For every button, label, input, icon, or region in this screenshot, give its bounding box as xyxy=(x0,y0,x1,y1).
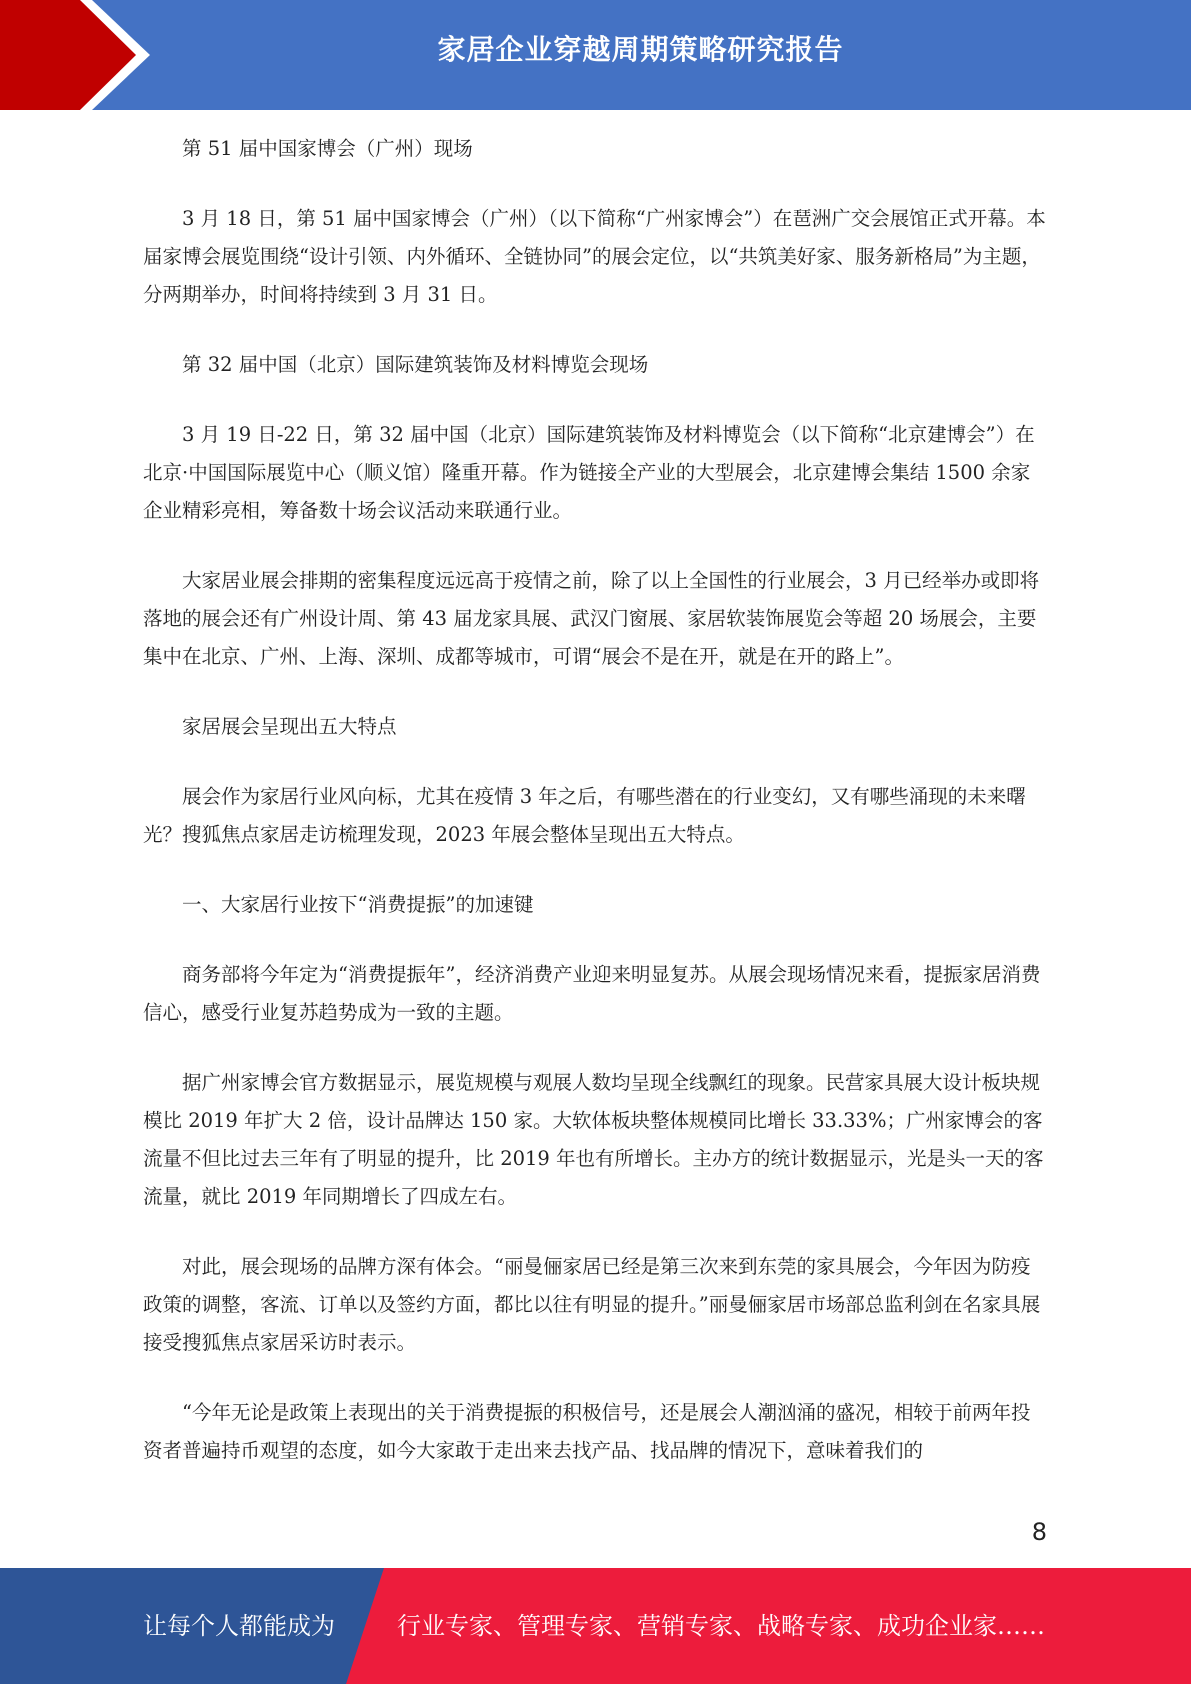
section-heading: 第 32 届中国（北京）国际建筑装饰及材料博览会现场 xyxy=(182,353,649,376)
page-number: 8 xyxy=(1031,1518,1047,1546)
paragraph: 大家居业展会排期的密集程度远远高于疫情之前，除了以上全国性的行业展会，3 月已经举办或即将落地的展会还有广州设计周、第 43 届龙家具展、武汉门窗展、家居软装饰展览会等超 20 场展会，主要集中在北京、广州、上海、深圳、成都等城市，可谓“展会不是在开，就是在开的路上”。 xyxy=(143,569,1040,668)
page-footer xyxy=(0,1568,1191,1684)
report-title: 家居企业穿越周期策略研究报告 xyxy=(437,33,844,66)
paragraph: 据广州家博会官方数据显示，展览规模与观展人数均呈现全线飘红的现象。民营家具展大设计板块规模比 2019 年扩大 2 倍，设计品牌达 150 家。大软体板块整体规模同比增长 33.33%；广州家博会的客流量不但比过去三年有了明显的提升，比 2019 年也有所增长。主办方的统计数据显示，光是头一天的客流量，就比 2019 年同期增长了四成左右。 xyxy=(143,1071,1044,1208)
paragraph: 3 月 18 日，第 51 届中国家博会（广州）（以下简称“广州家博会”）在琶洲广交会展馆正式开幕。本届家博会展览围绕“设计引领、内外循环、全链协同”的展会定位，以“共筑美好家、服务新格局”为主题，分两期举办，时间将持续到 3 月 31 日。 xyxy=(143,207,1046,306)
footer-slogan-right: 行业专家、管理专家、营销专家、战略专家、成功企业家…… xyxy=(397,1612,1045,1640)
paragraph: 3 月 19 日-22 日，第 32 届中国（北京）国际建筑装饰及材料博览会（以下简称“北京建博会”）在北京·中国国际展览中心（顺义馆）隆重开幕。作为链接全产业的大型展会，北京建博会集结 1500 余家企业精彩亮相，筹备数十场会议活动来联通行业。 xyxy=(143,423,1035,522)
paragraph: 商务部将今年定为“消费提振年”，经济消费产业迎来明显复苏。从展会现场情况来看，提振家居消费信心，感受行业复苏趋势成为一致的主题。 xyxy=(143,963,1041,1024)
header-arrow-decoration xyxy=(0,0,150,110)
paragraph: “今年无论是政策上表现出的关于消费提振的积极信号，还是展会人潮汹涌的盛况，相较于前两年投资者普遍持币观望的态度，如今大家敢于走出来去找产品、找品牌的情况下，意味着我们的 xyxy=(143,1401,1031,1462)
section-heading: 一、大家居行业按下“消费提振”的加速键 xyxy=(182,893,534,916)
section-heading: 第 51 届中国家博会（广州）现场 xyxy=(182,137,473,160)
paragraph: 展会作为家居行业风向标，尤其在疫情 3 年之后，有哪些潜在的行业变幻，又有哪些涌现的未来曙光？搜狐焦点家居走访梳理发现，2023 年展会整体呈现出五大特点。 xyxy=(143,785,1026,846)
section-heading: 家居展会呈现出五大特点 xyxy=(182,715,397,738)
document-body xyxy=(143,130,1047,1502)
paragraph: 对此，展会现场的品牌方深有体会。“丽曼俪家居已经是第三次来到东莞的家具展会，今年因为防疫政策的调整，客流、订单以及签约方面，都比以往有明显的提升。”丽曼俪家居市场部总监利剑在名家具展接受搜狐焦点家居采访时表示。 xyxy=(143,1255,1041,1354)
page-header xyxy=(0,0,1191,110)
footer-slogan-left: 让每个人都能成为 xyxy=(143,1612,335,1640)
